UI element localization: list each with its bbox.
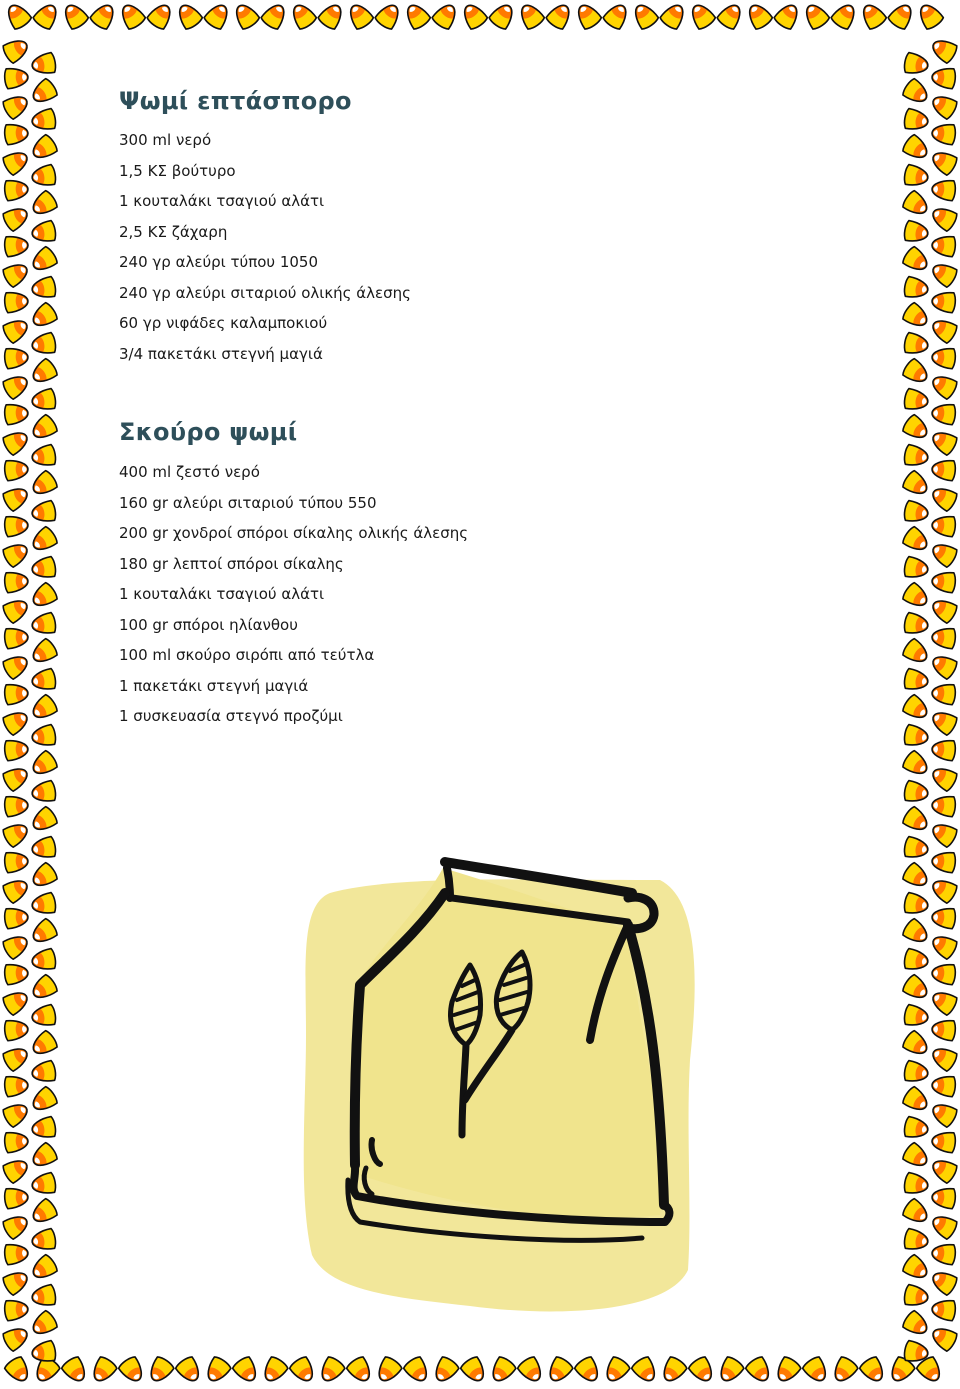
candy-corn-icon: [744, 0, 774, 31]
candy-corn-icon: [929, 35, 959, 64]
candy-corn-icon: [903, 388, 929, 412]
candy-corn-icon: [1, 819, 31, 848]
candy-corn-icon: [931, 459, 956, 481]
candy-corn-icon: [1, 315, 31, 344]
candy-corn-icon: [30, 1228, 56, 1252]
candy-corn-icon: [1, 1211, 31, 1240]
candy-corn-icon: [28, 413, 59, 443]
candy-corn-icon: [903, 500, 929, 524]
candy-corn-icon: [901, 77, 932, 107]
candy-corn-icon: [931, 907, 956, 929]
candy-corn-icon: [4, 683, 29, 705]
candy-corn-icon: [903, 780, 929, 804]
candy-corn-icon: [858, 0, 888, 31]
candy-corn-icon: [4, 739, 29, 761]
ingredient-item: 300 ml νερό: [119, 131, 212, 149]
candy-corn-icon: [4, 179, 29, 201]
ingredient-list: [119, 125, 859, 369]
candy-corn-icon: [30, 612, 56, 636]
candy-corn-icon: [28, 469, 59, 499]
candy-corn-icon: [28, 861, 59, 891]
candy-corn-icon: [901, 917, 932, 947]
ingredient-item: 1,5 ΚΣ βούτυρο: [119, 161, 236, 180]
candy-corn-icon: [903, 1116, 929, 1140]
candy-corn-icon: [28, 973, 59, 1003]
candy-corn-icon: [901, 581, 932, 611]
candy-corn-icon: [28, 1197, 59, 1227]
candy-corn-icon: [903, 332, 929, 356]
candy-corn-icon: [901, 133, 932, 163]
candy-corn-icon: [3, 1355, 33, 1386]
candy-corn-icon: [28, 749, 59, 779]
candy-corn-icon: [28, 1085, 59, 1115]
candy-corn-icon: [28, 693, 59, 723]
candy-corn-icon: [88, 1355, 118, 1386]
candy-corn-icon: [901, 189, 932, 219]
candy-corn-icon: [431, 0, 461, 31]
candy-corn-icon: [1, 1043, 31, 1072]
ingredient-item: 1 κουταλάκι τσαγιού αλάτι: [119, 585, 325, 603]
candy-corn-icon: [929, 539, 959, 568]
candy-corn-icon: [602, 0, 632, 31]
candy-corn-icon: [929, 987, 959, 1016]
candy-corn-icon: [30, 220, 56, 244]
candy-corn-icon: [30, 780, 56, 804]
ingredient-list: [119, 457, 859, 732]
candy-corn-icon: [30, 1340, 56, 1364]
candy-corn-icon: [4, 1075, 29, 1097]
candy-corn-icon: [903, 836, 929, 860]
candy-corn-icon: [901, 1197, 932, 1227]
candy-corn-icon: [4, 627, 29, 649]
candy-corn-icon: [459, 1355, 489, 1386]
candy-corn-icon: [1, 91, 31, 120]
candy-corn-icon: [32, 0, 62, 31]
candy-corn-icon: [1, 539, 31, 568]
ingredient-item: 100 gr σπόροι ηλίανθου: [119, 615, 298, 634]
candy-corn-icon: [4, 347, 29, 369]
candy-corn-icon: [28, 1309, 59, 1339]
candy-corn-icon: [288, 1355, 318, 1386]
candy-corn-icon: [901, 301, 932, 331]
candy-corn-icon: [903, 1228, 929, 1252]
candy-corn-icon: [903, 52, 929, 76]
candy-corn-icon: [772, 1355, 802, 1386]
ingredient-item: 240 γρ αλεύρι σιταριού ολικής άλεσης: [119, 283, 411, 302]
candy-corn-icon: [28, 805, 59, 835]
candy-corn-icon: [3, 0, 33, 31]
candy-corn-icon: [931, 1299, 956, 1321]
candy-corn-icon: [901, 637, 932, 667]
candy-corn-icon: [931, 683, 956, 705]
candy-corn-icon: [203, 0, 233, 31]
candy-corn-icon: [801, 1355, 831, 1386]
candy-corn-icon: [4, 67, 29, 89]
ingredient-item: 1 πακετάκι στεγνή μαγιά: [119, 676, 309, 695]
candy-corn-icon: [28, 245, 59, 275]
candy-corn-icon: [488, 0, 518, 31]
candy-corn-icon: [931, 627, 956, 649]
candy-corn-icon: [901, 805, 932, 835]
candy-corn-icon: [929, 819, 959, 848]
candy-corn-icon: [901, 861, 932, 891]
candy-corn-icon: [929, 707, 959, 736]
candy-corn-icon: [28, 189, 59, 219]
candy-corn-icon: [459, 0, 489, 31]
candy-corn-icon: [89, 0, 119, 31]
candy-corn-icon: [903, 612, 929, 636]
candy-corn-icon: [316, 1355, 346, 1386]
candy-corn-icon: [901, 973, 932, 1003]
candy-corn-icon: [915, 0, 945, 31]
candy-corn-icon: [4, 795, 29, 817]
candy-corn-icon: [345, 0, 375, 31]
candy-corn-icon: [931, 67, 956, 89]
candy-corn-icon: [931, 963, 956, 985]
candy-corn-icon: [30, 836, 56, 860]
candy-corn-icon: [931, 403, 956, 425]
candy-corn-icon: [829, 1355, 859, 1386]
candy-corn-icon: [744, 1355, 774, 1386]
candy-corn-icon: [929, 1267, 959, 1296]
candy-corn-icon: [1, 259, 31, 288]
candy-corn-icon: [30, 1004, 56, 1028]
candy-corn-icon: [30, 52, 56, 76]
candy-corn-icon: [931, 1243, 956, 1265]
candy-corn-icon: [28, 77, 59, 107]
candy-corn-icon: [903, 892, 929, 916]
candy-corn-icon: [929, 91, 959, 120]
ingredient-item: 160 gr αλεύρι σιταριού τύπου 550: [119, 493, 377, 512]
candy-corn-icon: [601, 1355, 631, 1386]
candy-corn-icon: [929, 259, 959, 288]
candy-corn-icon: [30, 556, 56, 580]
candy-corn-icon: [901, 469, 932, 499]
candy-corn-icon: [929, 483, 959, 512]
candy-corn-icon: [146, 0, 176, 31]
candy-corn-icon: [1, 203, 31, 232]
candy-corn-icon: [929, 1323, 959, 1352]
candy-corn-icon: [345, 1355, 375, 1386]
candy-corn-icon: [901, 749, 932, 779]
candy-corn-icon: [630, 0, 660, 31]
ingredient-item: 180 gr λεπτοί σπόροι σίκαλης: [119, 554, 344, 573]
candy-corn-icon: [1, 371, 31, 400]
candy-corn-icon: [30, 668, 56, 692]
candy-corn-icon: [903, 948, 929, 972]
candy-corn-icon: [30, 332, 56, 356]
candy-corn-icon: [231, 1355, 261, 1386]
ingredient-item: 200 gr χονδροί σπόροι σίκαλης ολικής άλεσης: [119, 524, 469, 542]
candy-corn-icon: [931, 795, 956, 817]
candy-corn-icon: [4, 459, 29, 481]
candy-corn-icon: [1, 763, 31, 792]
candy-corn-icon: [30, 1116, 56, 1140]
flour-bag-wheat-icon: [300, 850, 695, 1320]
candy-corn-icon: [1, 987, 31, 1016]
candy-corn-icon: [487, 1355, 517, 1386]
ingredient-item: 1 κουταλάκι τσαγιού αλάτι: [119, 192, 325, 210]
candy-corn-icon: [901, 1029, 932, 1059]
candy-corn-icon: [30, 1172, 56, 1196]
candy-corn-icon: [903, 276, 929, 300]
ingredient-item: 240 γρ αλεύρι τύπου 1050: [119, 253, 319, 271]
candy-corn-icon: [887, 0, 917, 31]
candy-corn-icon: [1, 595, 31, 624]
candy-corn-icon: [931, 179, 956, 201]
candy-corn-icon: [903, 164, 929, 188]
candy-corn-icon: [30, 444, 56, 468]
candy-corn-icon: [573, 1355, 603, 1386]
candy-corn-icon: [801, 0, 831, 31]
ingredient-item: 1 συσκευασία στεγνό προζύμι: [119, 707, 343, 725]
candy-corn-icon: [117, 0, 147, 31]
candy-corn-icon: [30, 1060, 56, 1084]
candy-corn-icon: [28, 357, 59, 387]
candy-corn-icon: [4, 571, 29, 593]
candy-corn-icon: [1, 1155, 31, 1184]
candy-corn-icon: [687, 1355, 717, 1386]
candy-corn-icon: [1, 147, 31, 176]
candy-corn-icon: [4, 963, 29, 985]
candy-corn-icon: [174, 1355, 204, 1386]
candy-corn-icon: [903, 556, 929, 580]
candy-corn-icon: [715, 1355, 745, 1386]
candy-corn-icon: [4, 403, 29, 425]
candy-corn-icon: [1, 651, 31, 680]
candy-corn-icon: [773, 0, 803, 31]
candy-corn-icon: [4, 1243, 29, 1265]
candy-corn-icon: [544, 1355, 574, 1386]
candy-corn-icon: [929, 203, 959, 232]
candy-corn-icon: [903, 1284, 929, 1308]
candy-corn-icon: [30, 388, 56, 412]
candy-corn-icon: [931, 571, 956, 593]
candy-corn-icon: [929, 315, 959, 344]
candy-corn-icon: [174, 0, 204, 31]
candy-corn-icon: [931, 1019, 956, 1041]
candy-corn-icon: [901, 1253, 932, 1283]
candy-corn-icon: [30, 500, 56, 524]
ingredient-item: 400 ml ζεστό νερό: [119, 463, 260, 481]
candy-corn-icon: [28, 525, 59, 555]
candy-corn-icon: [903, 1060, 929, 1084]
candy-corn-icon: [4, 235, 29, 257]
candy-corn-icon: [117, 1355, 147, 1386]
candy-corn-icon: [4, 1299, 29, 1321]
candy-corn-icon: [516, 0, 546, 31]
candy-corn-icon: [929, 763, 959, 792]
candy-corn-icon: [929, 595, 959, 624]
candy-corn-icon: [573, 0, 603, 31]
candy-corn-icon: [1, 427, 31, 456]
candy-corn-icon: [830, 0, 860, 31]
candy-corn-icon: [373, 1355, 403, 1386]
candy-corn-icon: [903, 668, 929, 692]
candy-corn-icon: [903, 1004, 929, 1028]
candy-corn-icon: [929, 1099, 959, 1128]
candy-corn-icon: [901, 357, 932, 387]
candy-corn-icon: [60, 1355, 90, 1386]
recipe-seven-seed-bread: [119, 84, 859, 369]
candy-corn-icon: [1, 707, 31, 736]
candy-corn-icon: [4, 1187, 29, 1209]
candy-corn-icon: [4, 851, 29, 873]
candy-corn-icon: [28, 581, 59, 611]
recipe-title: Ψωμί επτάσπορο: [119, 87, 352, 115]
candy-corn-icon: [901, 1085, 932, 1115]
candy-corn-icon: [929, 1043, 959, 1072]
candy-corn-icon: [931, 739, 956, 761]
candy-corn-icon: [903, 1172, 929, 1196]
candy-corn-icon: [28, 917, 59, 947]
candy-corn-icon: [545, 0, 575, 31]
candy-corn-icon: [1, 1267, 31, 1296]
ingredient-item: 60 γρ νιφάδες καλαμποκιού: [119, 314, 328, 332]
candy-corn-icon: [929, 931, 959, 960]
recipe-title: Σκούρο ψωμί: [119, 418, 298, 446]
candy-corn-icon: [929, 147, 959, 176]
candy-corn-icon: [929, 651, 959, 680]
candy-corn-icon: [4, 123, 29, 145]
candy-corn-icon: [231, 0, 261, 31]
candy-corn-icon: [931, 291, 956, 313]
candy-corn-icon: [30, 948, 56, 972]
candy-corn-icon: [858, 1355, 888, 1386]
candy-corn-icon: [687, 0, 717, 31]
candy-corn-icon: [1, 875, 31, 904]
ingredient-item: 100 ml σκούρο σιρόπι από τεύτλα: [119, 646, 375, 664]
candy-corn-icon: [28, 637, 59, 667]
candy-corn-icon: [1, 1323, 31, 1352]
candy-corn-icon: [903, 724, 929, 748]
candy-corn-icon: [28, 1141, 59, 1171]
candy-corn-icon: [931, 1131, 956, 1153]
candy-corn-icon: [30, 892, 56, 916]
candy-corn-icon: [259, 1355, 289, 1386]
candy-corn-icon: [901, 245, 932, 275]
candy-corn-icon: [929, 1155, 959, 1184]
candy-corn-icon: [4, 907, 29, 929]
candy-corn-icon: [28, 1253, 59, 1283]
candy-corn-icon: [716, 0, 746, 31]
candy-corn-icon: [901, 413, 932, 443]
candy-corn-icon: [659, 0, 689, 31]
candy-corn-icon: [60, 0, 90, 31]
candy-corn-icon: [516, 1355, 546, 1386]
candy-corn-icon: [288, 0, 318, 31]
candy-corn-icon: [260, 0, 290, 31]
candy-corn-icon: [4, 1131, 29, 1153]
candy-corn-icon: [1, 931, 31, 960]
candy-corn-icon: [931, 515, 956, 537]
candy-corn-icon: [901, 1309, 932, 1339]
candy-corn-icon: [30, 1284, 56, 1308]
candy-corn-icon: [903, 444, 929, 468]
candy-corn-icon: [30, 164, 56, 188]
recipe-content: [119, 84, 859, 732]
ingredient-item: 3/4 πακετάκι στεγνή μαγιά: [119, 344, 323, 363]
candy-corn-icon: [28, 1029, 59, 1059]
candy-corn-icon: [929, 427, 959, 456]
candy-corn-icon: [430, 1355, 460, 1386]
candy-corn-icon: [658, 1355, 688, 1386]
candy-corn-icon: [929, 371, 959, 400]
candy-corn-icon: [903, 220, 929, 244]
recipe-dark-bread: [119, 415, 859, 732]
candy-corn-icon: [145, 1355, 175, 1386]
candy-corn-icon: [931, 123, 956, 145]
candy-corn-icon: [374, 0, 404, 31]
candy-corn-icon: [931, 347, 956, 369]
candy-corn-icon: [4, 291, 29, 313]
candy-corn-icon: [901, 1141, 932, 1171]
candy-corn-icon: [402, 1355, 432, 1386]
candy-corn-icon: [929, 875, 959, 904]
candy-corn-icon: [1, 35, 31, 64]
candy-corn-icon: [931, 1187, 956, 1209]
candy-corn-icon: [202, 1355, 232, 1386]
candy-corn-icon: [903, 108, 929, 132]
candy-corn-icon: [630, 1355, 660, 1386]
candy-corn-icon: [28, 133, 59, 163]
candy-corn-icon: [30, 276, 56, 300]
ingredient-item: 2,5 ΚΣ ζάχαρη: [119, 222, 228, 241]
candy-corn-icon: [1, 1099, 31, 1128]
candy-corn-icon: [931, 1075, 956, 1097]
candy-corn-icon: [931, 235, 956, 257]
candy-corn-icon: [317, 0, 347, 31]
candy-corn-icon: [901, 693, 932, 723]
candy-corn-icon: [929, 1211, 959, 1240]
candy-corn-icon: [30, 724, 56, 748]
candy-corn-icon: [931, 851, 956, 873]
candy-corn-icon: [1, 483, 31, 512]
candy-corn-icon: [4, 515, 29, 537]
candy-corn-icon: [901, 525, 932, 555]
candy-corn-icon: [4, 1019, 29, 1041]
candy-corn-icon: [402, 0, 432, 31]
candy-corn-icon: [30, 108, 56, 132]
candy-corn-icon: [28, 301, 59, 331]
